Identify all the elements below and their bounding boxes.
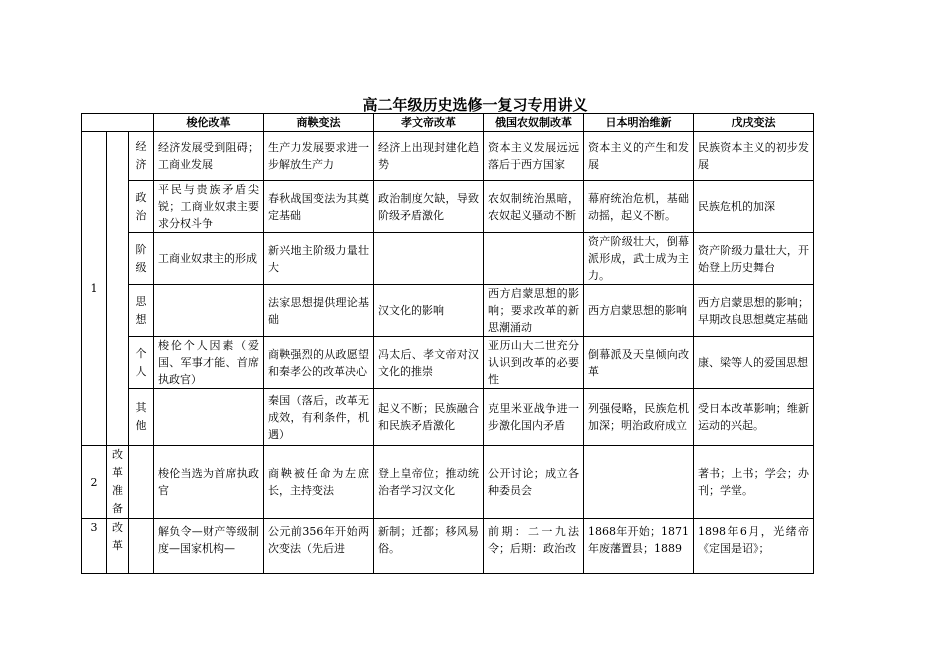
- table-cell: 西方启蒙思想的影响；要求改革的新思潮涌动: [484, 285, 584, 337]
- header-solon: 梭伦改革: [154, 114, 264, 132]
- table-cell: [374, 233, 484, 285]
- row-label: 思 想: [129, 285, 154, 337]
- table-cell: 西方启蒙思想的影响: [584, 285, 694, 337]
- table-cell: 资产阶级力量壮大，开始登上历史舞台: [694, 233, 814, 285]
- row-preparation: [82, 446, 814, 519]
- header-xiaowen: 孝文帝改革: [374, 114, 484, 132]
- row-label: 个 人: [129, 337, 154, 389]
- document-title: 高二年级历史选修一复习专用讲义: [362, 96, 588, 114]
- row-label: 经 济: [129, 132, 154, 181]
- table-cell: 经济发展受到阻碍；工商业发展: [154, 132, 264, 181]
- blank-cell: [129, 519, 154, 574]
- reform-comparison-table: [81, 113, 814, 574]
- table-cell: 1868年开始；1871年废藩置县；1889: [584, 519, 694, 574]
- table-cell: 政治制度欠缺，导致阶级矛盾激化: [374, 181, 484, 233]
- table-cell: 法家思想提供理论基础: [264, 285, 374, 337]
- table-cell: 梭伦个人因素（爱国、军事才能、首席执政官）: [154, 337, 264, 389]
- table-cell: 秦国（落后，改革无成效，有利条件，机遇）: [264, 389, 374, 446]
- row-other: [82, 389, 814, 446]
- header-row: [82, 114, 814, 132]
- table-cell: 平民与贵族矛盾尖锐；工商业奴隶主要求分权斗争: [154, 181, 264, 233]
- table-cell: 受日本改革影响；维新运动的兴起。: [694, 389, 814, 446]
- header-corner: [82, 114, 154, 132]
- table-cell: 民族危机的加深: [694, 181, 814, 233]
- table-cell: 生产力发展要求进一步解放生产力: [264, 132, 374, 181]
- table-cell: 农奴制统治黑暗，农奴起义骚动不断: [484, 181, 584, 233]
- table-cell: 登上皇帝位；推动统治者学习汉文化: [374, 446, 484, 519]
- table-cell: 1898年6月，光绪帝《定国是诏》；: [694, 519, 814, 574]
- table-cell: 西方启蒙思想的影响；早期改良思想奠定基础: [694, 285, 814, 337]
- table-cell: 梭伦当选为首席执政官: [154, 446, 264, 519]
- row-label: 阶 级: [129, 233, 154, 285]
- table-cell: 解负令—财产等级制度—国家机构—: [154, 519, 264, 574]
- table-cell: [154, 389, 264, 446]
- table-cell: 新兴地主阶级力量壮大: [264, 233, 374, 285]
- header-wuxu: 戊戌变法: [694, 114, 814, 132]
- table-cell: 春秋战国变法为其奠定基础: [264, 181, 374, 233]
- header-shang-yang: 商鞅变法: [264, 114, 374, 132]
- table-cell: 列强侵略，民族危机加深；明治政府成立: [584, 389, 694, 446]
- table-cell: [154, 285, 264, 337]
- table-cell: 经济上出现封建化趋势: [374, 132, 484, 181]
- section-number: 3: [82, 519, 107, 574]
- section-number: 2: [82, 446, 107, 519]
- table-cell: 公开讨论；成立各种委员会: [484, 446, 584, 519]
- section-label: 改 革: [107, 519, 129, 574]
- row-economy: [82, 132, 814, 181]
- blank-cell: [107, 132, 129, 446]
- row-politics: [82, 181, 814, 233]
- table-cell: 亚历山大二世充分认识到改革的必要性: [484, 337, 584, 389]
- row-label: 政 治: [129, 181, 154, 233]
- table-cell: 商鞅被任命为左庶长，主持变法: [264, 446, 374, 519]
- table-cell: 商鞅强烈的从政愿望和秦孝公的改革决心: [264, 337, 374, 389]
- table-cell: 民族资本主义的初步发展: [694, 132, 814, 181]
- table-cell: 冯太后、孝文帝对汉文化的推崇: [374, 337, 484, 389]
- table-cell: 新制；迁都；移风易俗。: [374, 519, 484, 574]
- section-label: 改 革 准 备: [107, 446, 129, 519]
- table-cell: 起义不断；民族融合和民族矛盾激化: [374, 389, 484, 446]
- table-cell: [484, 233, 584, 285]
- blank-cell: [129, 446, 154, 519]
- table-cell: 前期：二一九法令；后期：政治改: [484, 519, 584, 574]
- table-cell: 工商业奴隶主的形成: [154, 233, 264, 285]
- row-reform: [82, 519, 814, 574]
- section-number: 1: [82, 132, 107, 446]
- header-russia: 俄国农奴制改革: [484, 114, 584, 132]
- table-cell: 资本主义的产生和发展: [584, 132, 694, 181]
- header-meiji: 日本明治维新: [584, 114, 694, 132]
- table-cell: 汉文化的影响: [374, 285, 484, 337]
- table-cell: 资产阶级壮大，倒幕派形成，武士成为主力。: [584, 233, 694, 285]
- row-ideology: [82, 285, 814, 337]
- table-cell: 康、梁等人的爱国思想: [694, 337, 814, 389]
- table-cell: 克里米亚战争进一步激化国内矛盾: [484, 389, 584, 446]
- row-class: [82, 233, 814, 285]
- table-cell: 资本主义发展远远落后于西方国家: [484, 132, 584, 181]
- row-label: 其 他: [129, 389, 154, 446]
- row-individual: [82, 337, 814, 389]
- table-cell: [584, 446, 694, 519]
- table-cell: 著书；上书；学会；办刊；学堂。: [694, 446, 814, 519]
- table-cell: 公元前356年开始两次变法（先后进: [264, 519, 374, 574]
- table-cell: 幕府统治危机，基础动摇，起义不断。: [584, 181, 694, 233]
- table-cell: 倒幕派及天皇倾向改革: [584, 337, 694, 389]
